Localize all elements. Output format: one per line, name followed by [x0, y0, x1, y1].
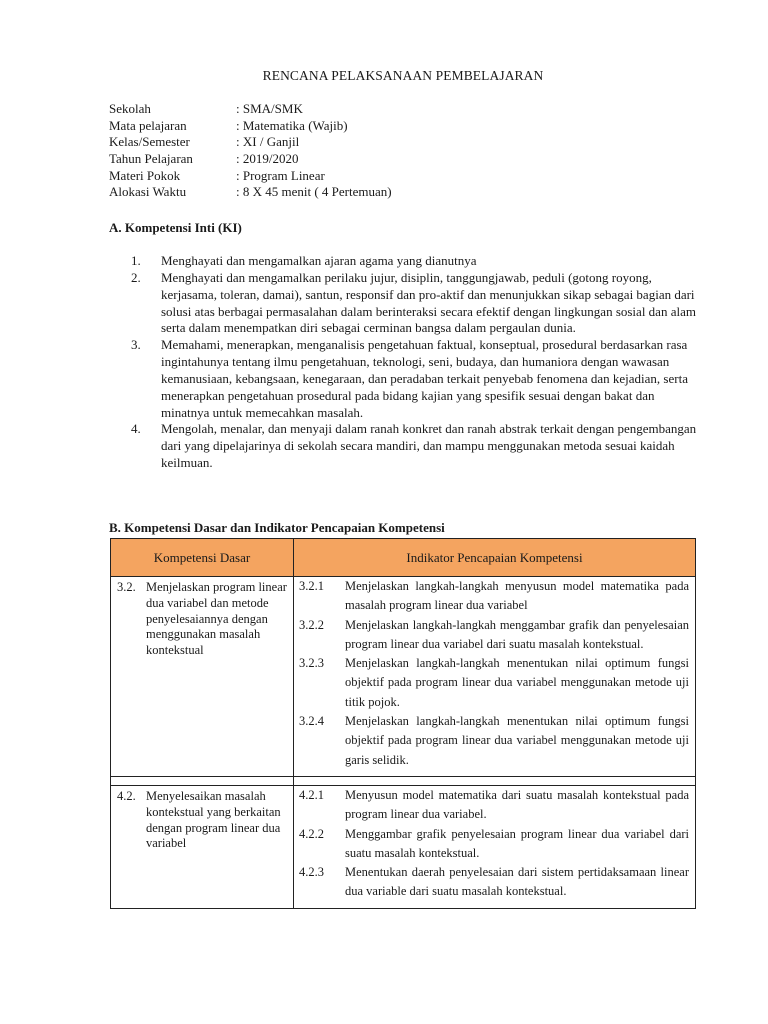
indicator-cell [294, 577, 696, 777]
info-row [109, 134, 392, 151]
indicator-number: 3.2.1 [299, 579, 324, 593]
info-label: Mata pelajaran [109, 117, 187, 133]
info-value: : SMA/SMK [236, 101, 303, 116]
indicator-text: Menjelaskan langkah-langkah menentukan nilai optimum fungsi objektif pada program linear dua variabel menggunakan metode uji titik pojok. [345, 656, 689, 709]
list-number: 3. [131, 337, 141, 353]
indicator-text: Menjelaskan langkah-langkah menentukan nilai optimum fungsi objektif pada program linear dua variabel menggunakan metode uji garis selidik. [345, 714, 689, 767]
info-row [109, 101, 392, 118]
list-item [131, 421, 699, 472]
list-text: Menghayati dan mengamalkan perilaku jujur, disiplin, tanggungjawab, peduli (gotong royong, kerjasama, toleran, damai), santun, responsif dan pro-aktif dan menunjukkan sikap sebagai bagian dari solusi atas berbagai permasalahan dalam berinteraksi secara efektif dengan lingkungan sosial dan alam serta dalam menempatkan diri sebagai cerminan bangsa dalam pergaulan dunia. [161, 269, 696, 336]
indicator-text: Menentukan daerah penyelesaian dari sistem pertidaksamaan linear dua variable dari suatu masalah kontekstual. [345, 865, 689, 899]
indicator-number: 3.2.2 [299, 617, 324, 632]
info-row [109, 118, 392, 135]
list-number: 4. [131, 421, 141, 437]
list-text: Memahami, menerapkan, menganalisis pengetahuan faktual, konseptual, prosedural berdasarkan rasa ingintahunya tentang ilmu pengetahuan, teknologi, seni, budaya, dan humaniora dengan wawasan kemanusiaan, kebangsaan, kenegaraan, dan peradaban terkait penyebab fenomena dan kejadian, serta menerapkan pengetahuan prosedural pada bidang kajian yang spesifik sesuai dengan bakat dan minatnya untuk memecahkan masalah. [161, 337, 688, 420]
info-label: Sekolah [109, 101, 151, 116]
indicator-item [294, 786, 695, 825]
info-label: Materi Pokok [109, 167, 181, 183]
kd-text: Menjelaskan program linear dua variabel dan metode penyelesaiannya dengan menggunakan masalah kontekstual [146, 580, 287, 658]
indicator-text: Menjelaskan langkah-langkah menyusun model matematika pada masalah program linear dua variabel [345, 579, 689, 613]
kd-cell [111, 785, 294, 908]
list-text: Menghayati dan mengamalkan ajaran agama yang dianutnya [161, 253, 477, 268]
table-row [111, 577, 696, 777]
identity-block [109, 101, 392, 201]
table-header-row [111, 539, 696, 577]
indicator-item [294, 863, 695, 902]
list-item [131, 253, 699, 270]
indicator-item [294, 712, 695, 770]
indicator-number: 4.2.3 [299, 865, 324, 880]
list-item [131, 270, 699, 337]
indicator-number: 3.2.3 [299, 656, 324, 671]
kd-text: Menyelesaikan masalah kontekstual yang berkaitan dengan program linear dua variabel [146, 788, 281, 851]
info-row [109, 151, 392, 168]
header-indikator: Indikator Pencapaian Kompetensi [294, 539, 696, 577]
kd-number: 4.2. [117, 788, 136, 803]
header-kompetensi-dasar: Kompetensi Dasar [111, 539, 294, 577]
indicator-number: 3.2.4 [299, 714, 324, 729]
indicator-number: 4.2.1 [299, 787, 324, 802]
kd-cell [111, 577, 294, 777]
ki-list [131, 253, 699, 472]
list-item [131, 337, 699, 421]
indicator-cell [294, 785, 696, 908]
list-number: 2. [131, 269, 141, 285]
indicator-item [294, 654, 695, 712]
indicator-item [294, 825, 695, 864]
info-value: : 2019/2020 [236, 151, 299, 167]
kd-number: 3.2. [117, 580, 136, 594]
info-label: Alokasi Waktu [109, 184, 187, 200]
section-heading-kd: B. Kompetensi Dasar dan Indikator Pencapaian Kompetensi [109, 520, 445, 535]
indicator-text: Menyusun model matematika dari suatu masalah kontekstual pada program linear dua variabel. [345, 787, 689, 822]
info-row [109, 168, 392, 185]
indicator-text: Menjelaskan langkah-langkah menggambar grafik dan penyelesaian program linear dua variabel dari suatu masalah kontekstual. [345, 617, 689, 651]
info-label: Tahun Pelajaran [109, 151, 193, 167]
indicator-item [294, 577, 695, 616]
info-value: : XI / Ganjil [236, 134, 300, 150]
info-value: : 8 X 45 menit ( 4 Pertemuan) [236, 184, 392, 200]
info-row [109, 184, 392, 201]
info-value: : Program Linear [236, 167, 325, 183]
info-value: : Matematika (Wajib) [236, 117, 348, 133]
indicator-number: 4.2.2 [299, 826, 324, 841]
list-number: 1. [131, 253, 141, 268]
indicator-item [294, 616, 695, 655]
list-text: Mengolah, menalar, dan menyaji dalam ranah konkret dan ranah abstrak terkait dengan pengembangan dari yang dipelajarinya di sekolah secara mandiri, dan mampu menggunakan metoda sesuai kaidah keilmuan. [161, 421, 697, 471]
indicator-text: Menggambar grafik penyelesaian program linear dua variabel dari suatu masalah kontekstual. [345, 826, 689, 860]
table-row [111, 785, 696, 908]
competency-table [110, 538, 696, 909]
page-title: RENCANA PELAKSANAAN PEMBELAJARAN [262, 68, 544, 83]
table-spacer-row [111, 776, 696, 785]
section-heading-ki: A. Kompetensi Inti (KI) [109, 220, 242, 235]
info-label: Kelas/Semester [109, 134, 190, 150]
